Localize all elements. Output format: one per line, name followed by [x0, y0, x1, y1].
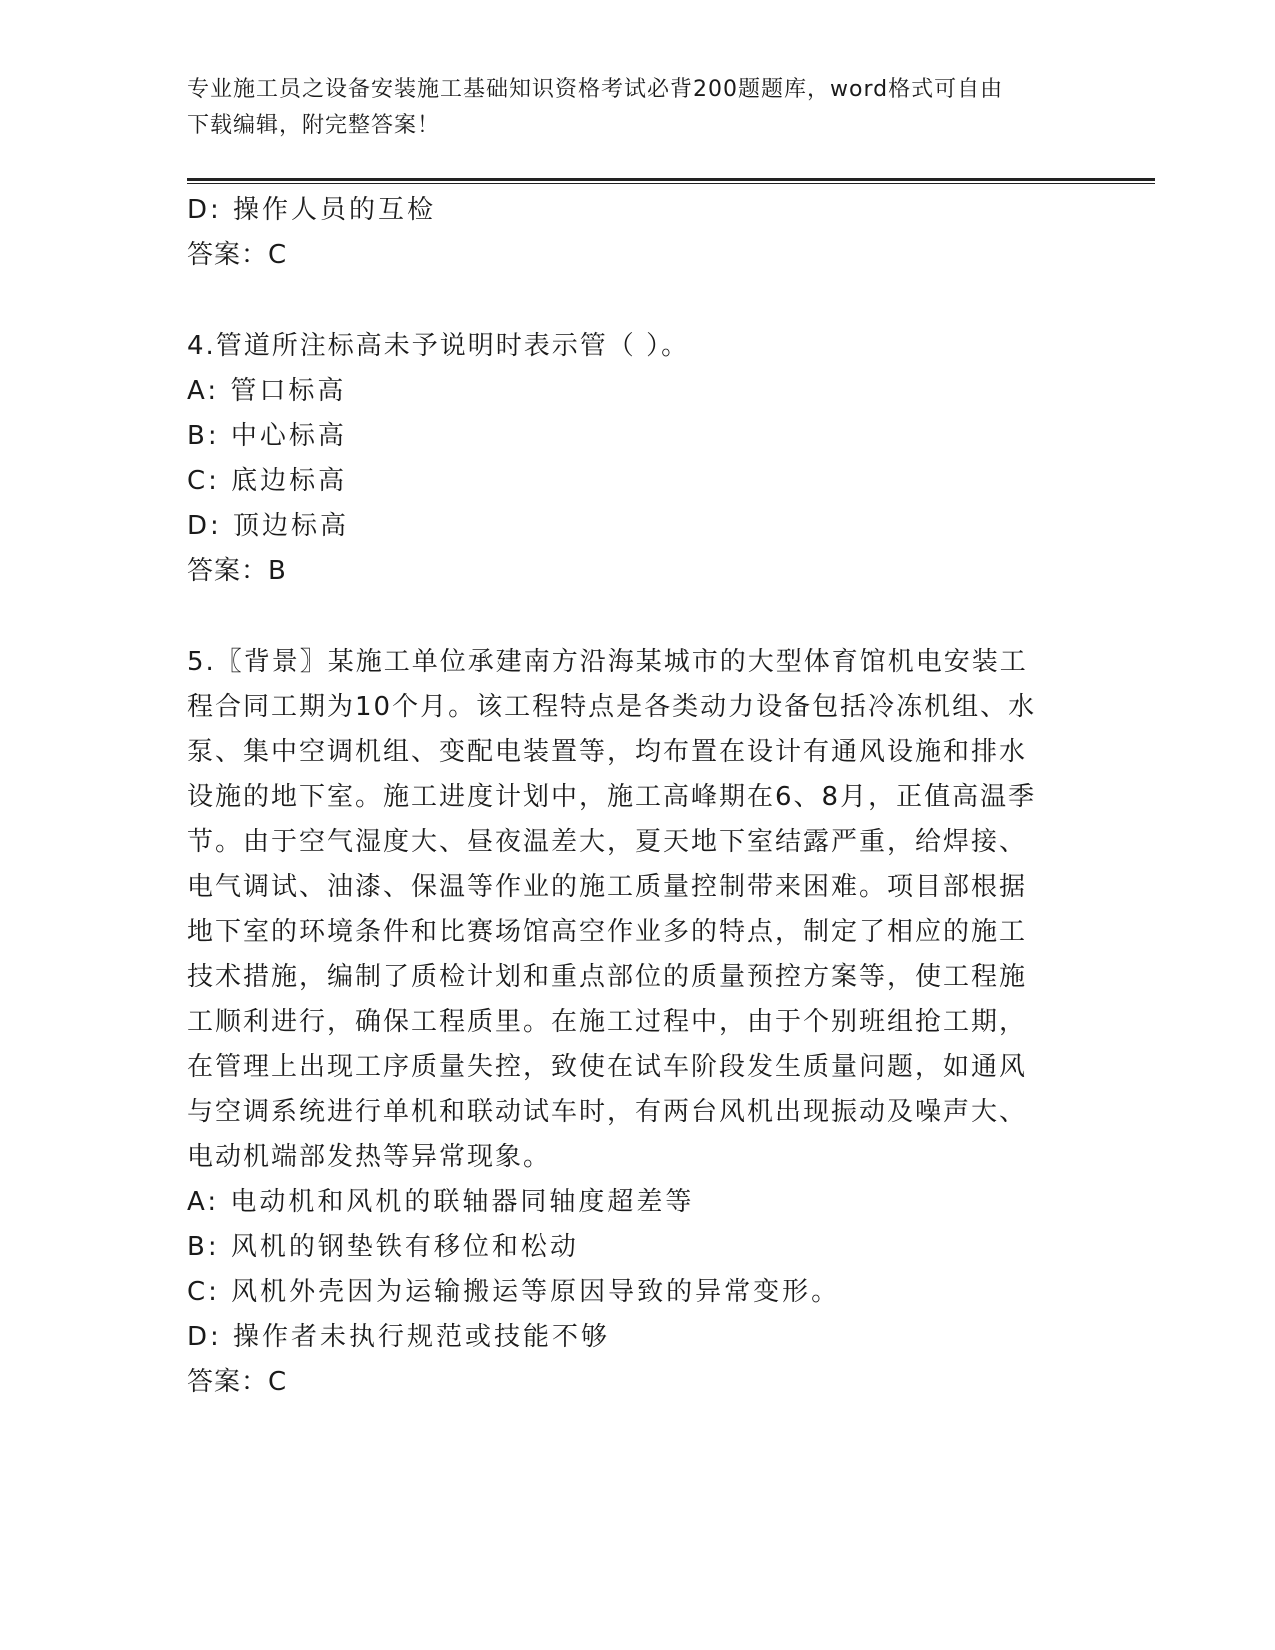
question-stem-line: 设施的地下室。施工进度计划中，施工高峰期在6、8月，正值高温季: [187, 782, 1037, 812]
header-line-2: 下载编辑，附完整答案！: [187, 113, 441, 138]
document-header: [187, 72, 1067, 144]
question-5: [187, 640, 1087, 1405]
header-divider-thin: [187, 183, 1155, 184]
question-stem-line: 技术措施，编制了质检计划和重点部位的质量预控方案等，使工程施: [187, 962, 1028, 992]
answer: 答案：B: [187, 556, 287, 586]
question-stem-line: 与空调系统进行单机和联动试车时，有两台风机出现振动及噪声大、: [187, 1097, 1028, 1127]
option-c: C: 风机外壳因为运输搬运等原因导致的异常变形。: [187, 1277, 841, 1307]
answer: 答案：C: [187, 240, 288, 270]
question-3-tail: [187, 188, 1087, 278]
question-stem-line: 程合同工期为10个月。该工程特点是各类动力设备包括冷冻机组、水: [187, 692, 1037, 722]
option-d: D: 操作者未执行规范或技能不够: [187, 1322, 611, 1352]
header-line-1: 专业施工员之设备安装施工基础知识资格考试必背200题题库，word格式可自由: [187, 77, 1004, 102]
answer: 答案：C: [187, 1367, 288, 1397]
header-divider-thick: [187, 178, 1155, 181]
option-b: B: 中心标高: [187, 421, 347, 451]
question-stem-line: 电动机端部发热等异常现象。: [187, 1142, 552, 1172]
option-d: D: 操作人员的互检: [187, 195, 437, 225]
option-c: C: 底边标高: [187, 466, 348, 496]
option-b: B: 风机的钢垫铁有移位和松动: [187, 1232, 579, 1262]
question-4: [187, 324, 1087, 594]
option-a: A: 电动机和风机的联轴器同轴度超差等: [187, 1187, 695, 1217]
question-stem-line: 节。由于空气湿度大、昼夜温差大，夏天地下室结露严重，给焊接、: [187, 827, 1028, 857]
question-stem-line: 在管理上出现工序质量失控，致使在试车阶段发生质量问题，如通风: [187, 1052, 1028, 1082]
question-stem-line: 泵、集中空调机组、变配电装置等，均布置在设计有通风设施和排水: [187, 737, 1028, 767]
question-stem-line: 电气调试、油漆、保温等作业的施工质量控制带来困难。项目部根据: [187, 872, 1028, 902]
spacer: [187, 278, 1087, 324]
document-body: [187, 188, 1087, 1405]
spacer: [187, 594, 1087, 640]
question-stem: 4.管道所注标高未予说明时表示管（ ）。: [187, 331, 690, 361]
question-stem-line: 地下室的环境条件和比赛场馆高空作业多的特点，制定了相应的施工: [187, 917, 1028, 947]
option-a: A: 管口标高: [187, 376, 347, 406]
question-stem-line: 工顺利进行，确保工程质里。在施工过程中，由于个别班组抢工期，: [187, 1007, 1028, 1037]
option-d: D: 顶边标高: [187, 511, 350, 541]
question-stem-line: 5.〖背景〗某施工单位承建南方沿海某城市的大型体育馆机电安装工: [187, 647, 1028, 677]
